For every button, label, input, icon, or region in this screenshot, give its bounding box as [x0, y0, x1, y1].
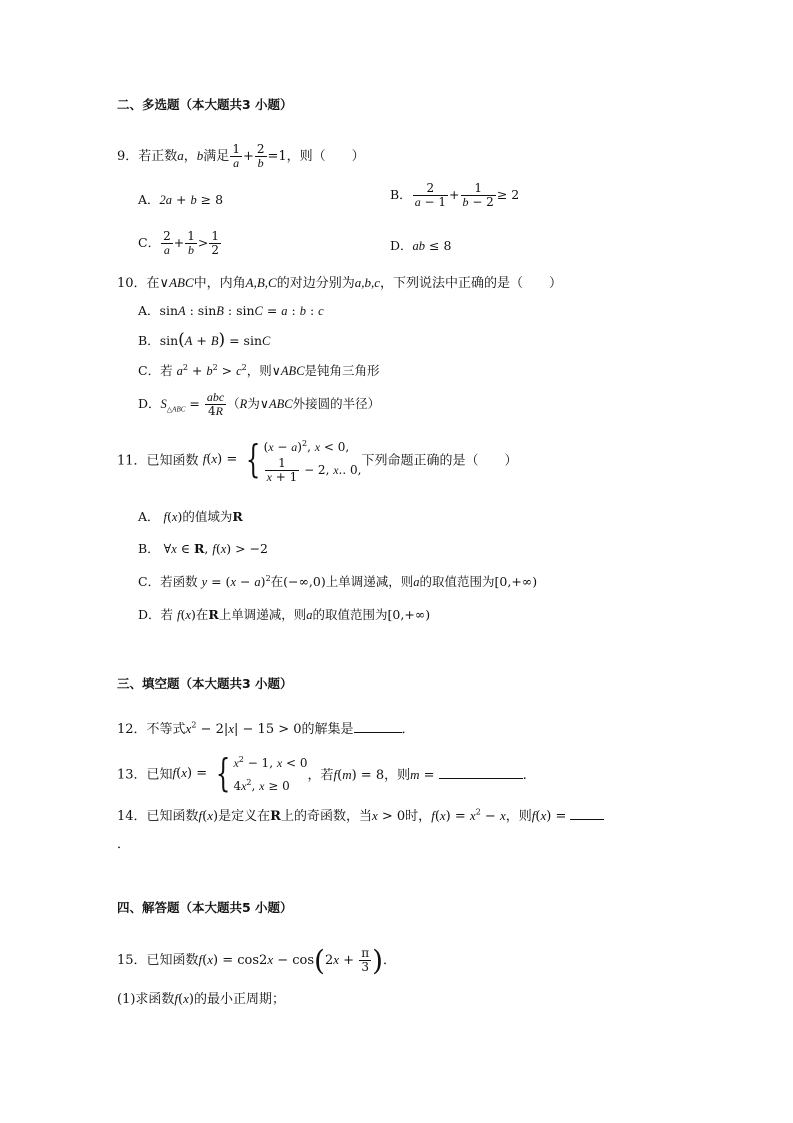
q11-option-b: B． ∀x ∈ R, f(x) > −2 — [138, 541, 268, 556]
section-heading-multi: 二、多选题（本大题共3 小题） — [117, 97, 293, 112]
answer-blank[interactable] — [439, 768, 523, 779]
question-15: 15．已知函数f(x) = cos2x − cos(2x + $\frac{\pi}{3}$ )． — [117, 944, 397, 977]
section-heading-fill: 三、填空题（本大题共3 小题） — [117, 676, 293, 691]
q11-option-a: A． f(x)的值域为R — [138, 509, 243, 524]
q11-option-d: D．若 f(x)在R上单调递减，则a的取值范围为[0,+∞) — [138, 607, 431, 622]
question-9: 9．若正数a，b满足 $\frac{1}{a}$ + $\frac{2}{b}$ =1，则（ ） — [117, 142, 365, 170]
q11-option-c: C．若函数 $y = (x - a)^2$在(−∞,0)上单调递减，则a的取值范围为[0,+∞) — [138, 573, 538, 589]
answer-blank[interactable] — [354, 722, 402, 733]
q10-option-b: B．sin(A + B) = sinC — [138, 330, 271, 350]
question-12: 12．不等式$x^2 - 2|x| - 15 > 0$的解集是 ． — [117, 720, 415, 737]
q10-option-d: D．$S_{\triangle ABC}$ = $\frac{\text{abc}}{4R}$ （R为∨ABC外接圆的半径） — [138, 390, 381, 418]
q15-subquestion-1: (1)求函数f(x)的最小正周期； — [117, 991, 285, 1007]
question-10: 10．在∨ABC中，内角A,B,C的对边分别为a,b,c，下列说法中正确的是（ ） — [117, 275, 563, 291]
q9-option-d: D．ab ≤ 8 — [390, 238, 452, 253]
question-14: 14．已知函数f(x)是定义在R上的奇函数，当x > 0时，$f(x) = x^2 - x$，则f(x) = — [117, 805, 604, 824]
q9-option-a: A．2a + b ≥ 8 — [138, 192, 224, 207]
answer-blank[interactable] — [570, 809, 604, 820]
question-13: 13．已知f(x) = { $x^2 - 1$, x < 0 $4x^2$, x ≥ 0 ，若f(m) = 8，则m = . — [117, 751, 527, 795]
q9-option-c: C． $\frac{2}{a}$ + $\frac{1}{b}$ > $\frac{1}{2}$ — [138, 229, 219, 257]
q10-option-c: C．若 $a^2 + b^2 > c^2$，则∨ABC是钝角三角形 — [138, 362, 380, 378]
q14-tail: ． — [117, 837, 131, 852]
q9-option-b: B． $\frac{2}{a - 1}$ + $\frac{1}{b - 2}$ ≥ 2 — [390, 181, 520, 209]
section-heading-answer: 四、解答题（本大题共5 小题） — [117, 900, 293, 915]
question-11: 11．已知函数 f(x) = { $(x - a)^2$, x < 0, $\frac{1}{x + 1}$ − 2, x.. 0, 下列命题正确的是（ ） — [117, 437, 518, 484]
q10-option-a: A．sinA : sinB : sinC = a : b : c — [138, 303, 324, 318]
